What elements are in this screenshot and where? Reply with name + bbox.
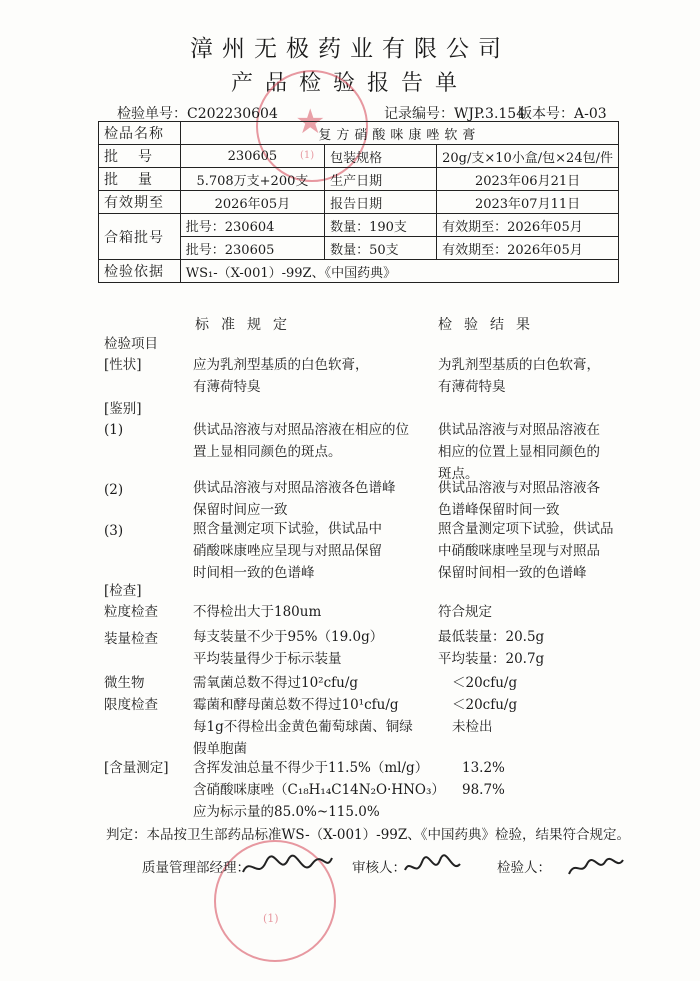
batch-label: 批号 [99, 145, 181, 168]
particle-check-standard: 不得检出大于180um [193, 604, 322, 620]
info-table [98, 121, 619, 283]
assay-standard: 含挥发油总量不得少于11.5%（ml/g） 含硝酸咪康唑（C₁₈H₁₄C14N₂O·HNO₃） 应为标示量的85.0%~115.0% [193, 760, 445, 820]
microbial-check-result: ＜20cfu/g ＜20cfu/g 未检出 [452, 675, 518, 735]
fill-check-name: 装量检查 [104, 631, 158, 647]
basis-label: 检验依据 [99, 260, 181, 283]
conclusion: 判定：本品按卫生部药品标准WS-（X-001）-99Z、《中国药典》检验，结果符合规定。 [106, 827, 631, 843]
batch-number: 230605 [180, 145, 324, 168]
report-number: 检验单号：C202230604 [117, 106, 278, 122]
particle-check-name: 粒度检查 [104, 604, 158, 620]
identification-3-result: 照含量测定项下试验，供试品 中硝酸咪康唑呈现与对照品 保留时间相一致的色谱峰 [438, 521, 614, 581]
inspection-seal-top: ★ (1) [256, 70, 368, 182]
identification-2-number: (2) [104, 482, 124, 498]
combined-batch-1: 批号：230604 [180, 214, 324, 237]
identification-label: [鉴别] [104, 401, 142, 417]
record-number: 记录编号：WJP.3.154 [384, 106, 526, 122]
report-title: 产品检验报告单 [230, 71, 469, 96]
report-date-label: 报告日期 [325, 191, 437, 214]
qa-manager-label: 质量管理部经理： [142, 860, 250, 876]
expiry-label: 有效期至 [99, 191, 181, 214]
inspection-label: [检查] [104, 583, 142, 599]
combined-batch-label: 合箱批号 [99, 214, 181, 260]
fill-check-standard: 每支装量不少于95%（19.0g） 平均装量得少于标示装量 [193, 629, 384, 667]
combined-qty-2: 数量：50支 [325, 237, 437, 260]
particle-check-result: 符合规定 [438, 604, 492, 620]
combined-exp-2: 有效期至：2026年05月 [437, 237, 619, 260]
expiry-date: 2026年05月 [180, 191, 324, 214]
items-header: 检验项目 [104, 336, 158, 352]
microbial-check-name: 微生物 限度检查 [104, 675, 158, 713]
assay-result: 13.2% 98.7% [462, 760, 505, 798]
identification-3-standard: 照含量测定项下试验，供试品中 硝酸咪康唑应呈现与对照品保留 时间相一致的色谱峰 [193, 521, 382, 581]
identification-1-standard: 供试品溶液与对照品溶液在相应的位 置上显相同颜色的斑点。 [193, 422, 409, 460]
identification-1-result: 供试品溶液与对照品溶液在 相应的位置上显相同颜色的 斑点。 [438, 422, 600, 482]
report-date: 2023年07月11日 [437, 191, 619, 214]
qa-manager-signature [240, 852, 335, 888]
combined-exp-1: 有效期至：2026年05月 [437, 214, 619, 237]
package-spec: 20g/支×10小盒/包×24包/件 [437, 145, 619, 168]
reviewer-label: 审核人： [352, 860, 406, 876]
inspection-seal-bottom: (1) [214, 840, 336, 962]
result-header: 检验结果 [438, 317, 542, 333]
product-name: 复方硝酸咪康唑软膏 [180, 122, 618, 145]
assay-label: [含量测定] [104, 760, 169, 776]
identification-2-result: 供试品溶液与对照品溶液各 色谱峰保留时间一致 [438, 480, 600, 518]
product-label: 检品名称 [99, 122, 181, 145]
combined-qty-1: 数量：190支 [325, 214, 437, 237]
microbial-check-standard: 需氧菌总数不得过10²cfu/g 霉菌和酵母菌总数不得过10¹cfu/g 每1g不得检出金黄色葡萄球菌、铜绿 假单胞菌 [193, 675, 413, 757]
standard-header: 标准规定 [195, 317, 299, 333]
inspector-label: 检验人： [497, 860, 551, 876]
quantity-label: 批量 [99, 168, 181, 191]
production-date-label: 生产日期 [325, 168, 437, 191]
production-date: 2023年06月21日 [437, 168, 619, 191]
combined-batch-2: 批号：230605 [180, 237, 324, 260]
package-label: 包装规格 [325, 145, 437, 168]
appearance-result: 为乳剂型基质的白色软膏， 有薄荷特臭 [438, 357, 600, 395]
company-name: 漳州无极药业有限公司 [190, 36, 510, 62]
identification-2-standard: 供试品溶液与对照品溶液各色谱峰 保留时间应一致 [193, 480, 396, 518]
inspection-basis: WS₁-（X-001）-99Z、《中国药典》 [180, 260, 618, 283]
appearance-label: [性状] [104, 357, 142, 373]
fill-check-result: 最低装量：20.5g 平均装量：20.7g [438, 629, 545, 667]
inspector-signature [565, 852, 627, 888]
batch-quantity: 5.708万支+200支 [180, 168, 324, 191]
appearance-standard: 应为乳剂型基质的白色软膏， 有薄荷特臭 [193, 357, 369, 395]
reviewer-signature [402, 852, 464, 888]
identification-1-number: (1) [104, 422, 124, 438]
identification-3-number: (3) [104, 523, 124, 539]
version-number: 版本号：A-03 [518, 106, 607, 122]
